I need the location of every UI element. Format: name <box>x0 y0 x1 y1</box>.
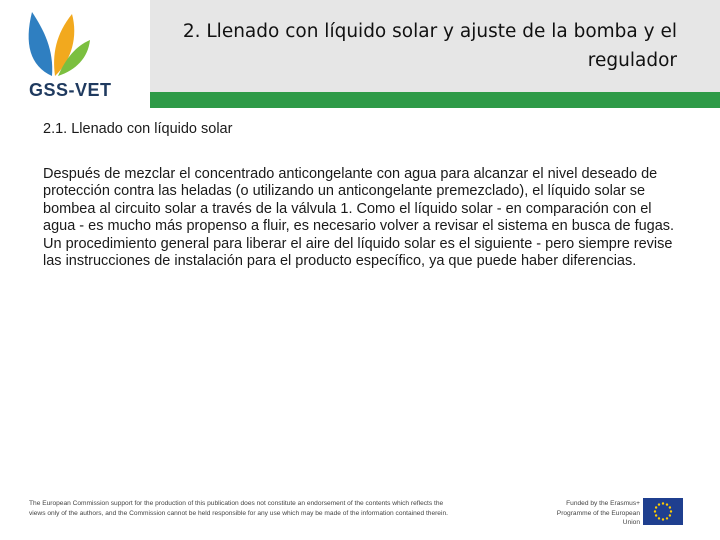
eu-flag-icon <box>643 498 683 525</box>
gss-vet-logo <box>0 0 150 108</box>
eu-disclaimer: The European Commission support for the production of this publication does not constitute an endorsement of the contents which reflects the views only of the authors, and the Commission cannot be held responsible for any use which may be made of the information contained therein. <box>29 500 448 517</box>
slide-title: 2. Llenado con líquido solar y ajuste de la bomba y el regulador <box>182 21 677 71</box>
eu-stars-icon <box>643 498 683 525</box>
section-subheading: 2.1. Llenado con líquido solar <box>43 121 233 137</box>
body-paragraph: Después de mezclar el concentrado anticongelante con agua para alcanzar el nivel deseado de protección contra las heladas (o utilizando un anticongelante premezclado), el líquido solar se bombea al circuito solar a través de la válvula 1. Como el líquido solar - en comparación con el agua - es mucho más propenso a fluir, es necesario volver a revisar el sistema en busca de fugas. Un procedimiento general para liberar el aire del líquido solar es el siguiente - pero siempre revise las instrucciones de instalación para el producto específico, ya que puede haber diferencias. <box>43 166 675 270</box>
logo-wordmark: GSS-VET <box>29 80 112 100</box>
leaf-logo-icon <box>22 6 92 78</box>
header-accent-bar <box>150 92 720 108</box>
funded-by-label: Funded by the Erasmus+ Programme of the European Union <box>556 500 640 526</box>
